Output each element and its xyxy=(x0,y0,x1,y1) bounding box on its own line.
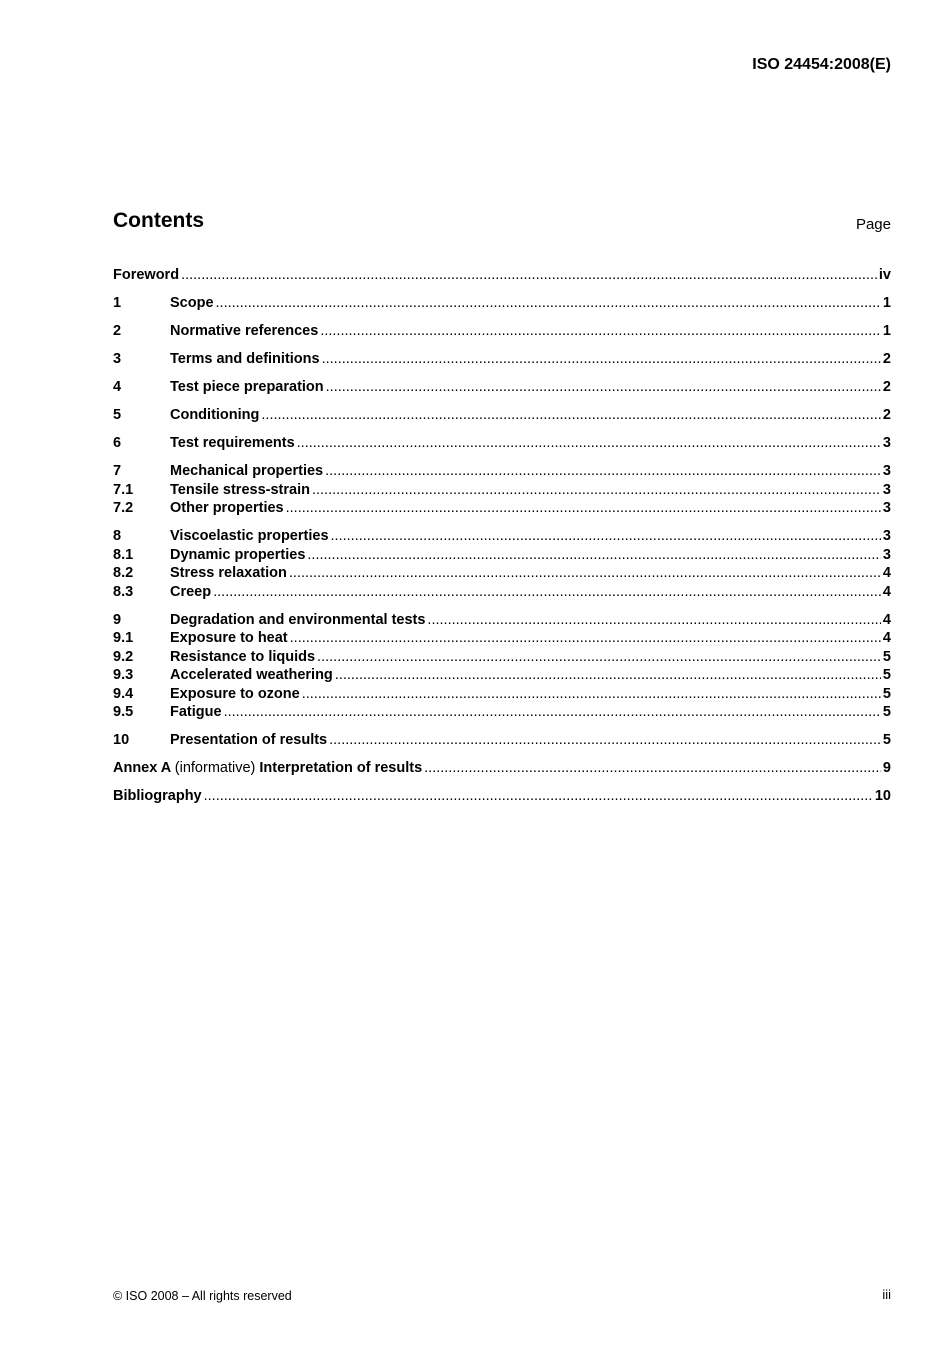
toc-entry-title: Scope xyxy=(170,295,214,311)
toc-entry-bibliography[interactable] xyxy=(113,787,891,806)
toc-entry-number: 9 xyxy=(113,611,122,628)
toc-entry-number: 9.3 xyxy=(113,667,134,683)
toc-entry-page: 5 xyxy=(882,648,891,665)
toc-leader-dots xyxy=(181,266,877,285)
toc-entry-number: 8 xyxy=(113,528,122,544)
toc-entry-page: iv xyxy=(878,267,891,283)
toc-entry-number: 9.2 xyxy=(113,648,134,665)
toc-entry-9-3[interactable] xyxy=(113,666,891,685)
toc-entry-number: 1 xyxy=(113,295,122,311)
toc-entry-title: Fatigue xyxy=(170,704,222,720)
toc-entry-title: Exposure to heat xyxy=(170,630,288,646)
toc-entry-title: Conditioning xyxy=(170,407,260,423)
toc-leader-dots xyxy=(427,611,881,630)
toc-entry-page: 5 xyxy=(882,667,891,683)
toc-entry-number: 7 xyxy=(113,463,122,479)
toc-entry-title: Other properties xyxy=(170,500,284,516)
toc-entry-8[interactable] xyxy=(113,527,891,546)
toc-entry-9-5[interactable] xyxy=(113,703,891,722)
toc-entry-title: Tensile stress-strain xyxy=(170,481,310,498)
toc-entry-2[interactable] xyxy=(113,322,891,341)
toc-entry-title: Creep xyxy=(170,583,212,600)
toc-entry-page: 5 xyxy=(882,704,891,720)
toc-entry-7[interactable] xyxy=(113,462,891,481)
toc-leader-dots xyxy=(286,499,881,518)
toc-leader-dots xyxy=(326,378,881,397)
toc-entry-page: 9 xyxy=(882,760,891,776)
toc-entry-title: Resistance to liquids xyxy=(170,648,316,665)
toc-leader-dots xyxy=(297,434,881,453)
toc-leader-dots xyxy=(322,350,881,369)
toc-entry-9-1[interactable] xyxy=(113,629,891,648)
toc-entry-number: 2 xyxy=(113,323,122,339)
toc-entry-page: 3 xyxy=(882,463,891,479)
toc-entry-number: 4 xyxy=(113,379,122,395)
toc-entry-7-1[interactable] xyxy=(113,481,891,500)
toc-entry-page: 10 xyxy=(874,788,891,804)
toc-entry-title: Exposure to ozone xyxy=(170,685,300,702)
toc-leader-dots xyxy=(317,648,881,667)
toc-entry-4[interactable] xyxy=(113,378,891,397)
toc-leader-dots xyxy=(331,527,881,546)
toc-entry-3[interactable] xyxy=(113,350,891,369)
toc-entry-title: Viscoelastic properties xyxy=(170,528,329,544)
toc-entry-title: Normative references xyxy=(170,323,319,339)
toc-entry-8-3[interactable] xyxy=(113,583,891,602)
toc-entry-page: 1 xyxy=(882,323,891,339)
toc-entry-number: 6 xyxy=(113,435,122,451)
toc-entry-6[interactable] xyxy=(113,434,891,453)
toc-entry-page: 2 xyxy=(882,407,891,423)
toc-entry-title: Accelerated weathering xyxy=(170,667,333,683)
toc-entry-title: Stress relaxation xyxy=(170,565,287,581)
toc-entry-9[interactable] xyxy=(113,611,891,630)
toc-leader-dots xyxy=(289,564,881,583)
table-of-contents xyxy=(113,266,891,806)
toc-leader-dots xyxy=(307,546,881,565)
toc-entry-page: 5 xyxy=(882,685,891,702)
toc-entry-number: 9.4 xyxy=(113,685,134,702)
toc-leader-dots xyxy=(424,759,881,778)
toc-entry-10[interactable] xyxy=(113,731,891,750)
toc-leader-dots xyxy=(335,666,881,685)
contents-heading: Contents xyxy=(113,209,204,232)
toc-entry-page: 3 xyxy=(882,546,891,563)
toc-entry-title: Bibliography xyxy=(113,788,202,804)
toc-entry-page: 3 xyxy=(882,528,891,544)
toc-entry-title xyxy=(113,759,422,778)
toc-entry-page: 4 xyxy=(882,583,891,600)
toc-entry-foreword[interactable] xyxy=(113,266,891,285)
toc-entry-number: 5 xyxy=(113,407,122,423)
toc-entry-5[interactable] xyxy=(113,406,891,425)
annex-title: Interpretation of results xyxy=(259,760,423,776)
toc-entry-number: 7.1 xyxy=(113,481,134,498)
toc-entry-title: Terms and definitions xyxy=(170,351,320,367)
toc-leader-dots xyxy=(204,787,873,806)
toc-leader-dots xyxy=(261,406,881,425)
toc-entry-number: 9.5 xyxy=(113,704,134,720)
toc-entry-number: 7.2 xyxy=(113,500,134,516)
toc-entry-title: Degradation and environmental tests xyxy=(170,611,426,628)
toc-leader-dots xyxy=(290,629,881,648)
toc-entry-8-2[interactable] xyxy=(113,564,891,583)
toc-entry-8-1[interactable] xyxy=(113,546,891,565)
toc-entry-9-2[interactable] xyxy=(113,648,891,667)
toc-entry-page: 4 xyxy=(882,611,891,628)
toc-entry-page: 3 xyxy=(882,500,891,516)
toc-entry-title: Test requirements xyxy=(170,435,295,451)
toc-entry-page: 5 xyxy=(882,732,891,748)
copyright-notice: © ISO 2008 – All rights reserved xyxy=(113,1289,292,1303)
toc-leader-dots xyxy=(329,731,881,750)
toc-leader-dots xyxy=(216,294,881,313)
toc-leader-dots xyxy=(213,583,881,602)
toc-leader-dots xyxy=(325,462,881,481)
toc-leader-dots xyxy=(320,322,881,341)
toc-leader-dots xyxy=(312,481,881,500)
toc-entry-number: 8.3 xyxy=(113,583,134,600)
toc-entry-page: 3 xyxy=(882,435,891,451)
toc-entry-number: 8.1 xyxy=(113,546,134,563)
toc-entry-title: Dynamic properties xyxy=(170,546,306,563)
toc-entry-title: Foreword xyxy=(113,267,180,283)
annex-note: (informative) xyxy=(174,760,256,776)
toc-entry-9-4[interactable] xyxy=(113,685,891,704)
toc-entry-page: 4 xyxy=(882,565,891,581)
toc-entry-1[interactable] xyxy=(113,294,891,313)
toc-entry-number: 9.1 xyxy=(113,630,134,646)
toc-entry-number: 10 xyxy=(113,732,130,748)
toc-entry-title: Presentation of results xyxy=(170,732,328,748)
toc-entry-page: 2 xyxy=(882,351,891,367)
toc-entry-page: 1 xyxy=(882,295,891,311)
toc-leader-dots xyxy=(302,685,881,704)
toc-entry-title: Test piece preparation xyxy=(170,379,324,395)
toc-entry-title: Mechanical properties xyxy=(170,463,324,479)
page-number: iii xyxy=(882,1287,891,1302)
toc-leader-dots xyxy=(224,703,881,722)
toc-entry-number: 3 xyxy=(113,351,122,367)
document-id: ISO 24454:2008(E) xyxy=(752,56,891,73)
toc-entry-7-2[interactable] xyxy=(113,499,891,518)
toc-entry-page: 3 xyxy=(882,481,891,498)
toc-entry-annex-a[interactable] xyxy=(113,759,891,778)
toc-entry-page: 4 xyxy=(882,630,891,646)
toc-entry-page: 2 xyxy=(882,379,891,395)
toc-entry-number: 8.2 xyxy=(113,565,134,581)
page-column-label: Page xyxy=(855,216,891,233)
annex-label: Annex A xyxy=(113,760,171,776)
